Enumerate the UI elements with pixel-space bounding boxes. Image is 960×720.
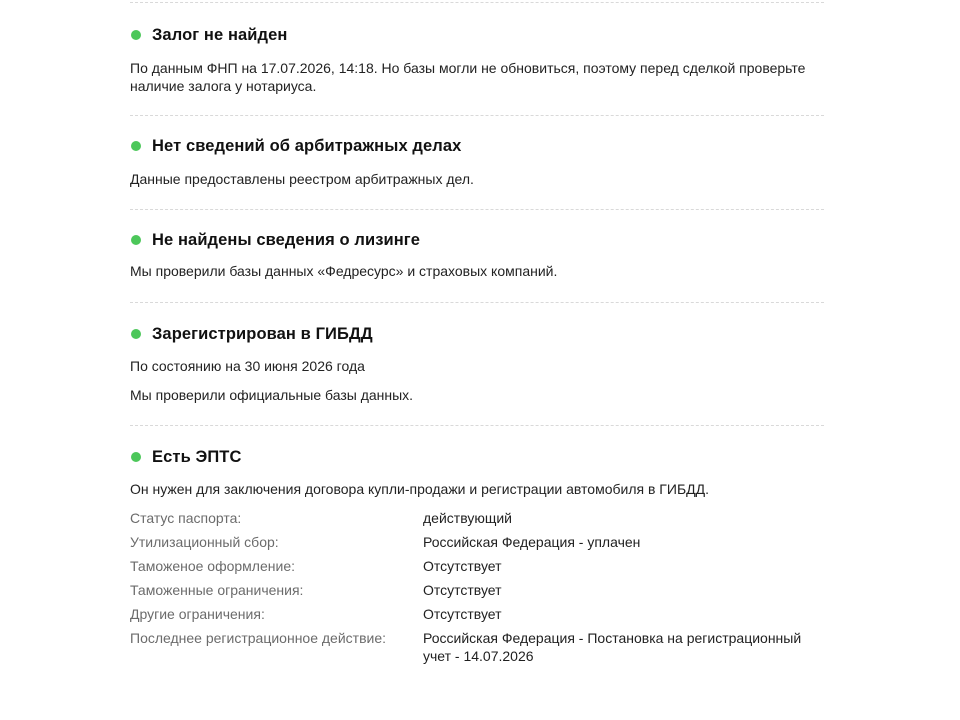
registration-section-text: Мы проверили официальные базы данных.	[130, 387, 414, 403]
other-restrictions-value: Отсутствует	[423, 606, 502, 622]
pledge-section-text: По данным ФНП на 17.07.2026, 14:18. Но базы могли не обновиться, поэтому перед сделкой проверьте наличие залога у нотариуса.	[130, 60, 806, 94]
arbitration-section	[130, 136, 824, 188]
epts-section-text: Он нужен для заключения договора купли-продажи и регистрации автомобиля в ГИБДД.	[130, 481, 709, 497]
status-ok-dot-icon	[131, 329, 141, 339]
status-ok-dot-icon	[131, 452, 141, 462]
recycling-fee-label: Утилизационный сбор:	[130, 534, 279, 550]
epts-details-table	[130, 509, 824, 665]
pledge-section	[130, 25, 824, 95]
last-registration-action-row	[130, 629, 824, 665]
epts-section-title: Есть ЭПТС	[152, 447, 242, 466]
passport-status-label: Статус паспорта:	[130, 510, 242, 526]
pledge-section-header	[130, 25, 824, 45]
passport-status-row	[130, 509, 824, 527]
passport-status-value: действующий	[423, 510, 512, 526]
last-registration-action-label: Последнее регистрационное действие:	[130, 630, 387, 646]
leasing-section	[130, 230, 824, 280]
epts-section	[130, 447, 824, 665]
arbitration-section-title: Нет сведений об арбитражных делах	[152, 136, 462, 155]
customs-clearance-label: Таможеное оформление:	[130, 558, 295, 574]
leasing-section-title: Не найдены сведения о лизинге	[152, 230, 421, 249]
status-ok-dot-icon	[131, 235, 141, 245]
registration-status-date: По состоянию на 30 июня 2026 года	[130, 358, 365, 374]
status-ok-dot-icon	[131, 30, 141, 40]
leasing-section-header	[130, 230, 824, 250]
section-divider	[130, 115, 824, 116]
pledge-section-title: Залог не найден	[152, 25, 288, 44]
section-divider	[130, 425, 824, 426]
arbitration-section-header	[130, 136, 824, 156]
registration-section-header	[130, 324, 824, 344]
customs-clearance-row	[130, 557, 824, 575]
customs-restrictions-row	[130, 581, 824, 599]
customs-restrictions-label: Таможенные ограничения:	[130, 582, 304, 598]
section-divider	[130, 2, 824, 3]
last-registration-action-value: Российская Федерация - Постановка на регистрационный учет - 14.07.2026	[423, 630, 802, 664]
other-restrictions-row	[130, 605, 824, 623]
registration-section-title: Зарегистрирован в ГИБДД	[152, 324, 373, 343]
section-divider	[130, 209, 824, 210]
epts-section-header	[130, 447, 824, 467]
other-restrictions-label: Другие ограничения:	[130, 606, 265, 622]
status-ok-dot-icon	[131, 141, 141, 151]
customs-clearance-value: Отсутствует	[423, 558, 502, 574]
customs-restrictions-value: Отсутствует	[423, 582, 502, 598]
recycling-fee-row	[130, 533, 824, 551]
leasing-section-text: Мы проверили базы данных «Федресурс» и страховых компаний.	[130, 263, 558, 279]
section-divider	[130, 302, 824, 303]
arbitration-section-text: Данные предоставлены реестром арбитражных дел.	[130, 171, 474, 187]
registration-section	[130, 324, 824, 404]
recycling-fee-value: Российская Федерация - уплачен	[423, 534, 641, 550]
vehicle-check-report	[130, 0, 824, 671]
